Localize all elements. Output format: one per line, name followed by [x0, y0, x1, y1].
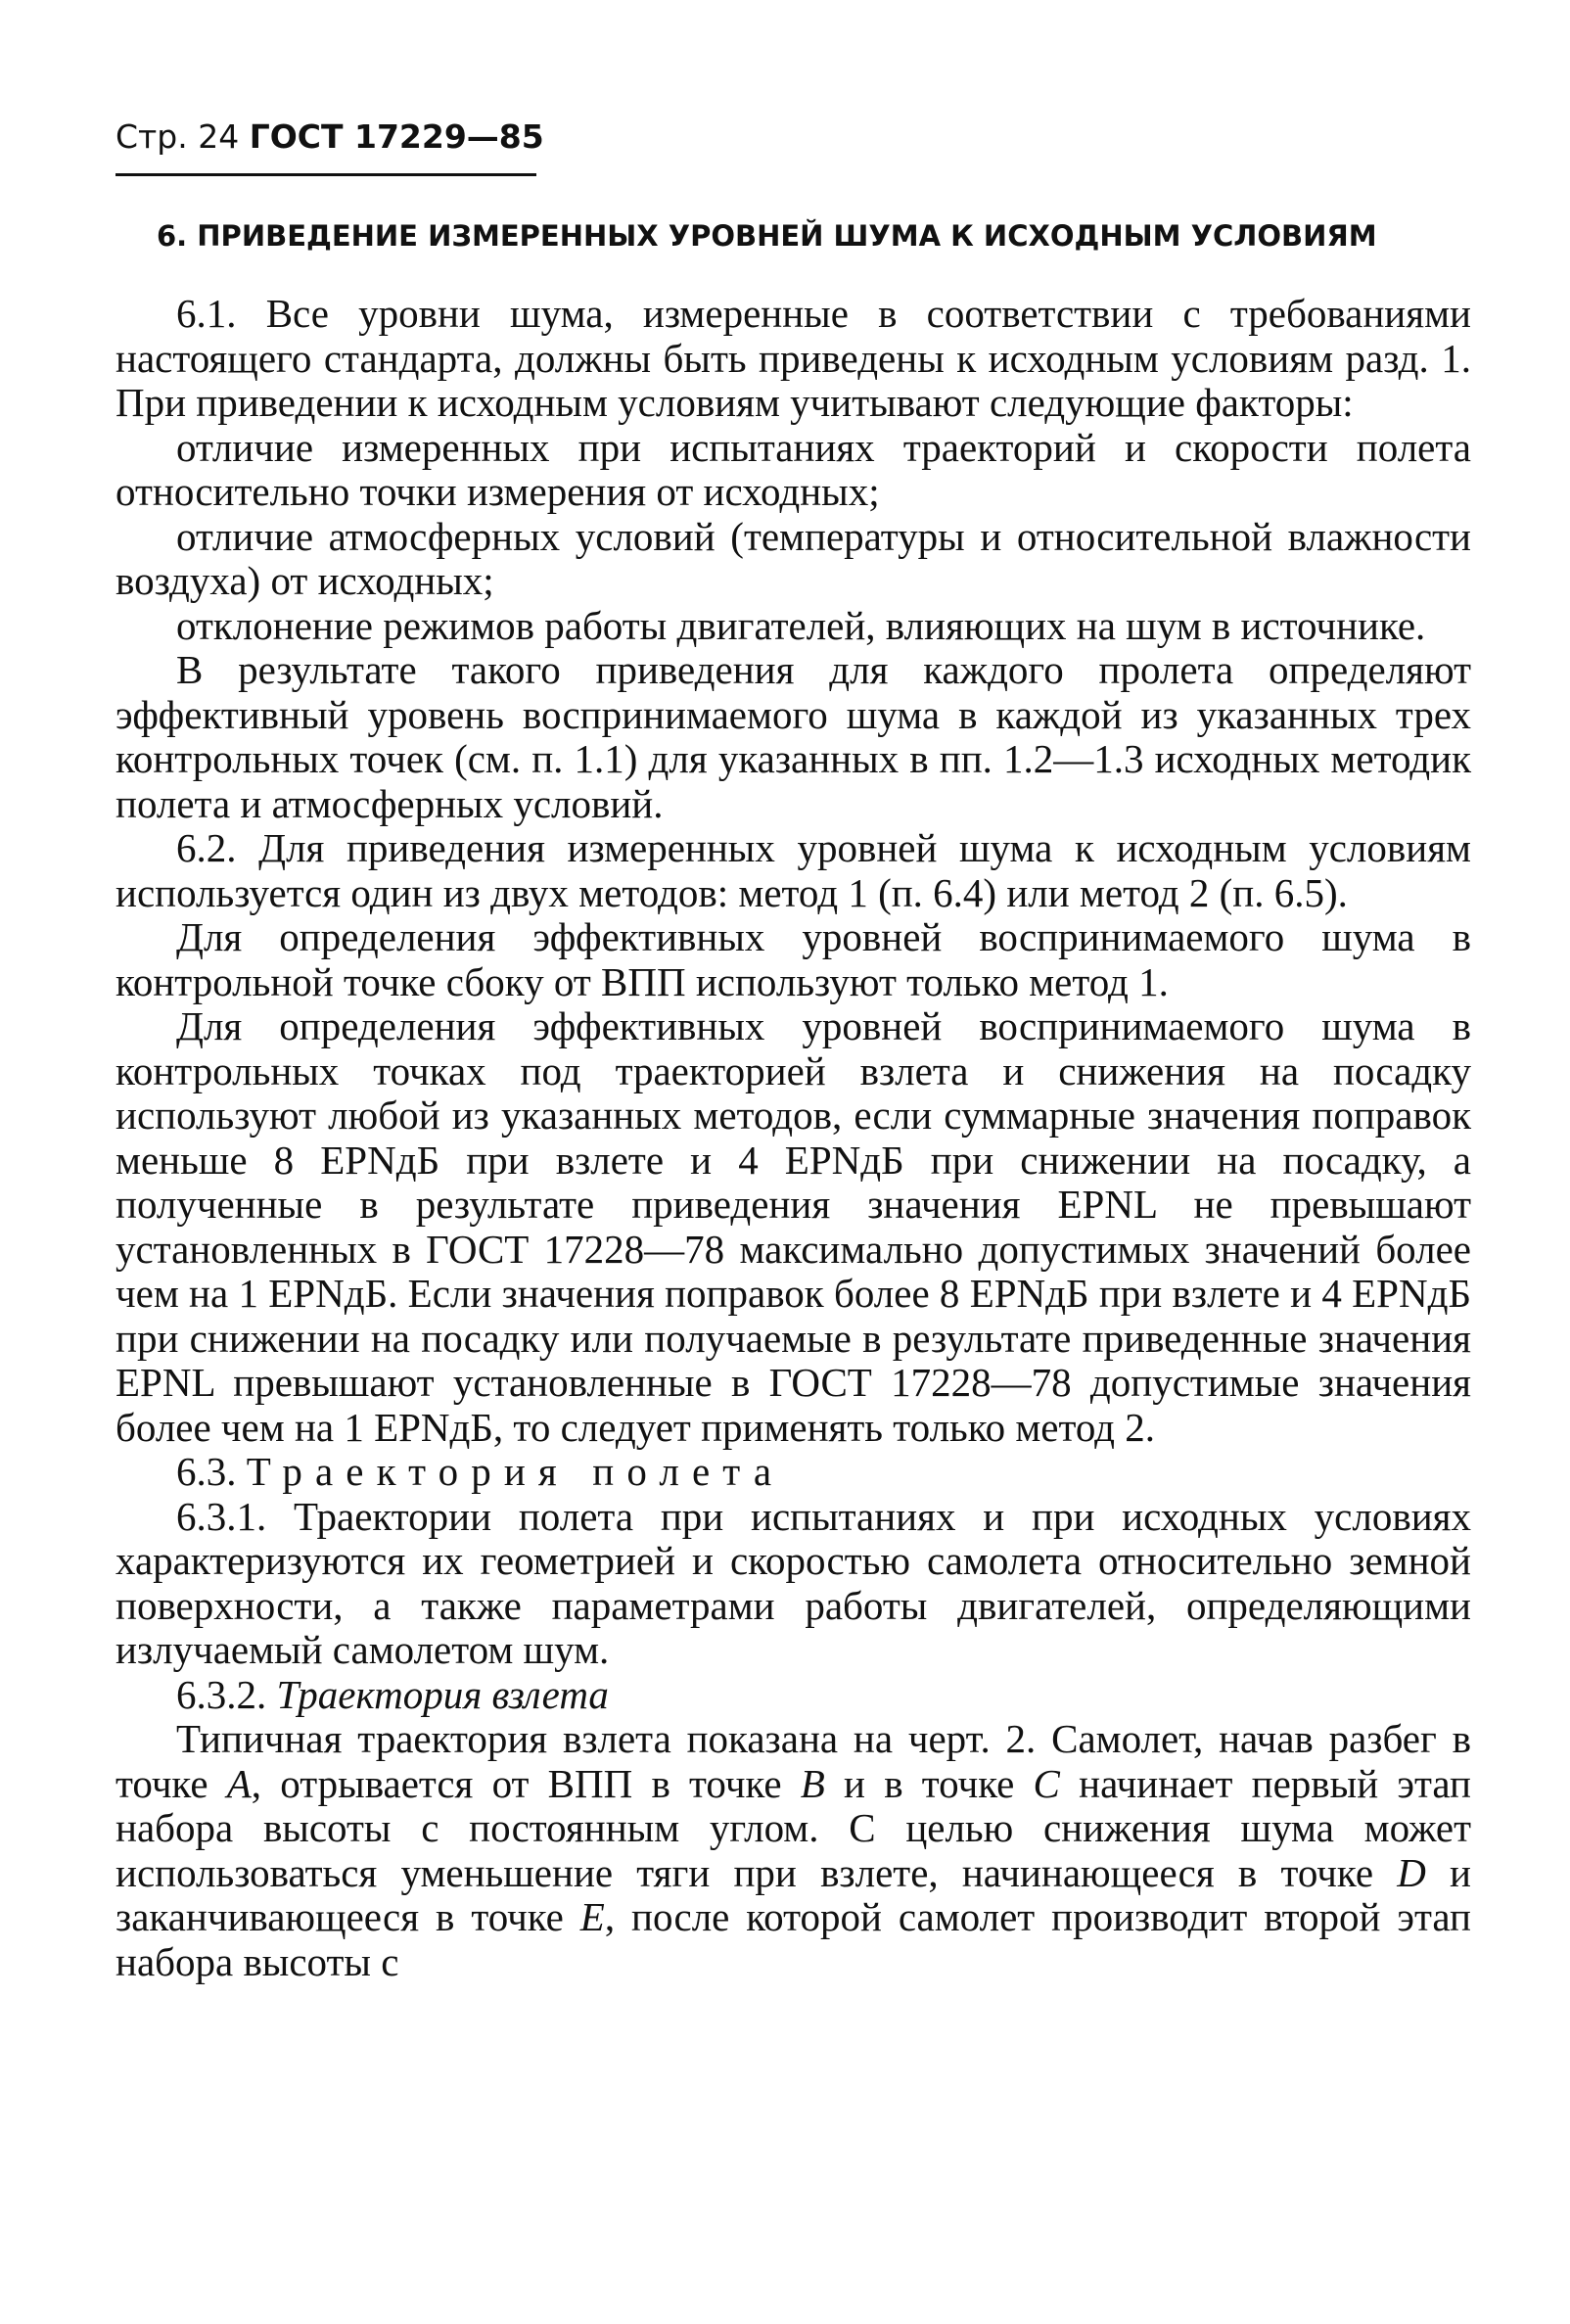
paragraph-6-3-1: 6.3.1. Траектории полета при испытаниях и при исходных условиях характеризуются их геометрией и скоростью самолета относительно земной поверхности, а также параметрами работы двигателей, определяющими излучаемый самолетом шум.	[115, 1493, 1471, 1672]
point-label-e: E	[579, 1894, 605, 1939]
subsection-heading-6-3	[115, 1450, 1471, 1495]
paragraph-takeoff	[115, 1717, 1471, 1984]
takeoff-text: и в точке	[824, 1760, 1034, 1806]
paragraph-6-1: 6.1. Все уровни шума, измеренные в соответствии с требованиями настоящего стандарта, должны быть приведены к исходным условиям разд. 1. При приведении к исходным условиям учитывают следующие факторы:	[115, 291, 1471, 425]
point-label-d: D	[1397, 1849, 1426, 1895]
section-title: 6. ПРИВЕДЕНИЕ ИЗМЕРЕННЫХ УРОВНЕЙ ШУМА К ИСХОДНЫМ УСЛОВИЯМ	[157, 219, 1377, 253]
page-number: Стр. 24	[115, 117, 240, 156]
takeoff-text: , отрывается от ВПП в точке	[251, 1760, 801, 1806]
takeoff-text: и заканчивающееся в точке	[115, 1849, 1471, 1939]
standard-number: ГОСТ 17229—85	[249, 117, 544, 156]
point-label-c: C	[1033, 1760, 1060, 1806]
paragraph-result: В результате такого приведения для каждого пролета определяют эффективный уровень воспринимаемого шума в каждой из указанных трех контрольных точек (см. п. 1.1) для указанных в пп. 1.2—1.3 исходных методик полета и атмосферных условий.	[115, 647, 1471, 826]
point-label-a: A	[226, 1760, 252, 1806]
header-divider	[115, 173, 536, 176]
page-header	[115, 117, 544, 157]
takeoff-text: начинает первый этап набора высоты с постоянным углом. С целью снижения шума может использоваться уменьшение тяги при взлете, начинающееся в точке	[115, 1760, 1471, 1895]
paragraph-side-point: Для определения эффективных уровней воспринимаемого шума в контрольной точке сбоку от ВПП используют только метод 1.	[115, 914, 1471, 1004]
paragraph-flight-points: Для определения эффективных уровней воспринимаемого шума в контрольных точках под траекторией взлета и снижения на посадку используют любой из указанных методов, если суммарные значения поправок меньше 8 EPNдБ при взлете и 4 EPNдБ при снижении на посадку, а полученные в результате приведения значения EPNL не превышают установленных в ГОСТ 17228—78 максимально допустимых значений более чем на 1 EPNдБ. Если значения поправок более 8 EPNдБ при взлете и 4 EPNдБ при снижении на посадку или получаемые в результате приведенные значения EPNL превышают установленные в ГОСТ 17228—78 допустимые значения более чем на 1 EPNдБ, то следует применять только метод 2.	[115, 1003, 1471, 1450]
takeoff-text: Типичная траектория взлета показана на черт. 2. Самолет, начав разбег в точке	[115, 1716, 1471, 1806]
takeoff-text: , после которой самолет производит второй этап набора высоты с	[115, 1894, 1471, 1984]
subsection-number: 6.3.2.	[176, 1671, 267, 1717]
subsection-number: 6.3.	[176, 1449, 237, 1494]
document-body	[115, 292, 1471, 1984]
paragraph-6-2: 6.2. Для приведения измеренных уровней шума к исходным условиям используется один из двух методов: метод 1 (п. 6.4) или метод 2 (п. 6.5).	[115, 825, 1471, 915]
point-label-b: B	[800, 1760, 825, 1806]
subsection-title: Траектория полета	[246, 1449, 785, 1494]
subsection-heading-6-3-2	[115, 1673, 1471, 1718]
factor-item-engine-modes: отклонение режимов работы двигателей, влияющих на шум в источнике.	[176, 602, 1426, 648]
factor-item-trajectory: отличие измеренных при испытаниях траекторий и скорости полета относительно точки измерения от исходных;	[115, 424, 1471, 514]
factor-item-atmosphere: отличие атмосферных условий (температуры и относительной влажности воздуха) от исходных;	[115, 513, 1471, 603]
subsection-title: Траектория взлета	[276, 1671, 609, 1717]
